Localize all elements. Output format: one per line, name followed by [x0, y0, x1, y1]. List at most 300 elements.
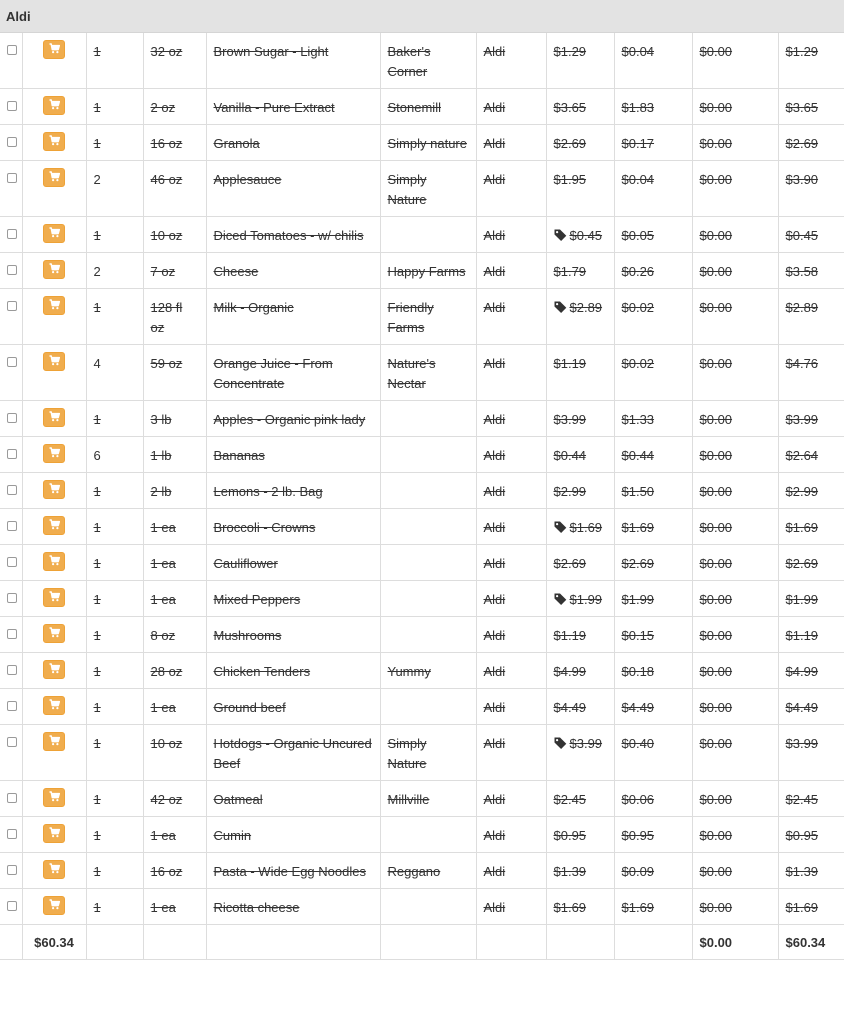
unit-price: $0.02	[614, 345, 692, 401]
checkbox-cell	[0, 853, 22, 889]
checkbox-cell	[0, 817, 22, 853]
price: $1.99	[569, 592, 603, 607]
line-total: $4.76	[778, 345, 844, 401]
sale-tag-icon	[554, 521, 567, 533]
item-checkbox[interactable]	[7, 521, 17, 531]
item-checkbox[interactable]	[7, 701, 17, 711]
item-checkbox[interactable]	[7, 793, 17, 803]
coupon: $0.00	[692, 853, 778, 889]
item-checkbox[interactable]	[7, 665, 17, 675]
size: 3 lb	[143, 401, 206, 437]
item-checkbox[interactable]	[7, 101, 17, 111]
coupon: $0.00	[692, 581, 778, 617]
unit-price: $1.50	[614, 473, 692, 509]
unit-price: $0.04	[614, 161, 692, 217]
quantity: 1	[86, 125, 143, 161]
shopping-cart-icon	[49, 99, 60, 110]
price-cell	[546, 217, 614, 253]
shopping-list-table	[0, 33, 844, 960]
price: $2.69	[553, 136, 587, 151]
table-row[interactable]	[0, 581, 844, 617]
table-row[interactable]	[0, 437, 844, 473]
quantity: 2	[86, 253, 143, 289]
table-row[interactable]	[0, 545, 844, 581]
checkbox-cell	[0, 653, 22, 689]
unit-price: $2.69	[614, 545, 692, 581]
size: 16 oz	[143, 125, 206, 161]
store: Aldi	[476, 217, 546, 253]
line-total: $4.49	[778, 689, 844, 725]
item-checkbox[interactable]	[7, 629, 17, 639]
store: Aldi	[476, 853, 546, 889]
price-cell	[546, 401, 614, 437]
item-name: Broccoli - Crowns	[206, 509, 380, 545]
quantity: 1	[86, 853, 143, 889]
unit-price: $0.26	[614, 253, 692, 289]
line-total: $4.99	[778, 653, 844, 689]
store: Aldi	[476, 545, 546, 581]
coupon: $0.00	[692, 889, 778, 925]
shopping-cart-icon	[49, 863, 60, 874]
add-to-cart-button[interactable]	[43, 96, 65, 115]
size: 1 ea	[143, 689, 206, 725]
coupon: $0.00	[692, 125, 778, 161]
brand: Millville	[380, 781, 476, 817]
line-total: $3.65	[778, 89, 844, 125]
price: $1.69	[569, 520, 603, 535]
brand	[380, 217, 476, 253]
shopping-cart-icon	[49, 135, 60, 146]
item-name: Mixed Peppers	[206, 581, 380, 617]
item-checkbox[interactable]	[7, 865, 17, 875]
size: 2 oz	[143, 89, 206, 125]
item-name: Milk - Organic	[206, 289, 380, 345]
sale-tag-icon	[554, 737, 567, 749]
add-to-cart-button[interactable]	[43, 896, 65, 915]
size: 42 oz	[143, 781, 206, 817]
brand: Stonemill	[380, 89, 476, 125]
unit-price: $0.17	[614, 125, 692, 161]
size: 1 ea	[143, 545, 206, 581]
item-name: Bananas	[206, 437, 380, 473]
line-total: $1.19	[778, 617, 844, 653]
brand	[380, 689, 476, 725]
price: $1.19	[553, 356, 587, 371]
sale-tag-icon	[554, 301, 567, 313]
unit-price: $1.69	[614, 509, 692, 545]
price: $1.69	[553, 900, 587, 915]
coupon: $0.00	[692, 725, 778, 781]
line-total: $0.45	[778, 217, 844, 253]
shopping-cart-icon	[49, 411, 60, 422]
add-to-cart-button[interactable]	[43, 444, 65, 463]
table-row[interactable]	[0, 217, 844, 253]
quantity: 1	[86, 217, 143, 253]
store: Aldi	[476, 437, 546, 473]
checkbox-cell	[0, 401, 22, 437]
quantity: 1	[86, 289, 143, 345]
size: 28 oz	[143, 653, 206, 689]
item-name: Mushrooms	[206, 617, 380, 653]
table-row[interactable]	[0, 401, 844, 437]
price: $2.45	[553, 792, 587, 807]
item-name: Lemons - 2 lb. Bag	[206, 473, 380, 509]
table-row[interactable]	[0, 253, 844, 289]
add-to-cart-button[interactable]	[43, 352, 65, 371]
cart-cell	[22, 217, 86, 253]
cart-cell	[22, 125, 86, 161]
shopping-cart-icon	[49, 735, 60, 746]
checkbox-cell	[0, 545, 22, 581]
price-cell	[546, 125, 614, 161]
price-cell	[546, 33, 614, 89]
price-cell	[546, 509, 614, 545]
brand: Simply Nature	[380, 725, 476, 781]
size: 1 ea	[143, 581, 206, 617]
quantity: 1	[86, 689, 143, 725]
cart-cell	[22, 817, 86, 853]
line-total: $3.99	[778, 725, 844, 781]
line-total: $2.89	[778, 289, 844, 345]
coupon: $0.00	[692, 781, 778, 817]
quantity: 6	[86, 437, 143, 473]
item-checkbox[interactable]	[7, 357, 17, 367]
coupon: $0.00	[692, 509, 778, 545]
cart-cell	[22, 581, 86, 617]
size: 1 ea	[143, 817, 206, 853]
coupon: $0.00	[692, 689, 778, 725]
item-checkbox[interactable]	[7, 265, 17, 275]
unit-price: $0.18	[614, 653, 692, 689]
coupon: $0.00	[692, 817, 778, 853]
sale-tag-icon	[554, 229, 567, 241]
cart-cell	[22, 781, 86, 817]
cart-cell	[22, 161, 86, 217]
item-name: Ricotta cheese	[206, 889, 380, 925]
table-row[interactable]	[0, 125, 844, 161]
coupon: $0.00	[692, 473, 778, 509]
table-row[interactable]	[0, 653, 844, 689]
price-cell	[546, 581, 614, 617]
item-checkbox[interactable]	[7, 557, 17, 567]
item-checkbox[interactable]	[7, 901, 17, 911]
price-cell	[546, 781, 614, 817]
add-to-cart-button[interactable]	[43, 260, 65, 279]
store: Aldi	[476, 161, 546, 217]
brand: Simply Nature	[380, 161, 476, 217]
brand	[380, 473, 476, 509]
add-to-cart-button[interactable]	[43, 40, 65, 59]
quantity: 1	[86, 581, 143, 617]
coupon: $0.00	[692, 217, 778, 253]
add-to-cart-button[interactable]	[43, 788, 65, 807]
brand: Baker's Corner	[380, 33, 476, 89]
shopping-cart-icon	[49, 827, 60, 838]
add-to-cart-button[interactable]	[43, 732, 65, 751]
price: $2.69	[553, 556, 587, 571]
price: $1.29	[553, 44, 587, 59]
table-row[interactable]	[0, 781, 844, 817]
table-row[interactable]	[0, 33, 844, 89]
quantity: 1	[86, 545, 143, 581]
cart-cell	[22, 653, 86, 689]
item-checkbox[interactable]	[7, 301, 17, 311]
shopping-cart-icon	[49, 591, 60, 602]
shopping-cart-icon	[49, 899, 60, 910]
coupon: $0.00	[692, 437, 778, 473]
store: Aldi	[476, 125, 546, 161]
table-row[interactable]	[0, 817, 844, 853]
size: 10 oz	[143, 725, 206, 781]
coupon: $0.00	[692, 545, 778, 581]
quantity: 4	[86, 345, 143, 401]
price-cell	[546, 653, 614, 689]
checkbox-cell	[0, 781, 22, 817]
item-checkbox[interactable]	[7, 229, 17, 239]
price: $0.45	[569, 228, 603, 243]
store: Aldi	[476, 473, 546, 509]
shopping-cart-icon	[49, 699, 60, 710]
shopping-cart-icon	[49, 171, 60, 182]
coupon: $0.00	[692, 345, 778, 401]
size: 1 lb	[143, 437, 206, 473]
brand	[380, 617, 476, 653]
unit-price: $0.02	[614, 289, 692, 345]
store-name: Aldi	[6, 9, 31, 24]
checkbox-cell	[0, 889, 22, 925]
add-to-cart-button[interactable]	[43, 860, 65, 879]
subtotal: $60.34	[22, 925, 86, 960]
add-to-cart-button[interactable]	[43, 224, 65, 243]
brand: Simply nature	[380, 125, 476, 161]
item-name: Orange Juice - From Concentrate	[206, 345, 380, 401]
brand: Happy Farms	[380, 253, 476, 289]
store: Aldi	[476, 509, 546, 545]
item-checkbox[interactable]	[7, 593, 17, 603]
sale-tag-icon	[554, 593, 567, 605]
price: $3.99	[569, 736, 603, 751]
price: $1.95	[553, 172, 587, 187]
brand: Yummy	[380, 653, 476, 689]
coupon-total: $0.00	[692, 925, 778, 960]
price-cell	[546, 345, 614, 401]
shopping-cart-icon	[49, 791, 60, 802]
price-cell	[546, 437, 614, 473]
store: Aldi	[476, 33, 546, 89]
item-checkbox[interactable]	[7, 485, 17, 495]
item-name: Applesauce	[206, 161, 380, 217]
totals-row	[0, 925, 844, 960]
checkbox-cell	[0, 125, 22, 161]
line-total: $1.69	[778, 889, 844, 925]
checkbox-cell	[0, 345, 22, 401]
price-cell	[546, 473, 614, 509]
table-row[interactable]	[0, 345, 844, 401]
price-cell	[546, 689, 614, 725]
cart-cell	[22, 545, 86, 581]
cart-cell	[22, 689, 86, 725]
table-row[interactable]	[0, 617, 844, 653]
shopping-cart-icon	[49, 43, 60, 54]
item-checkbox[interactable]	[7, 413, 17, 423]
brand: Friendly Farms	[380, 289, 476, 345]
size: 59 oz	[143, 345, 206, 401]
table-row[interactable]	[0, 889, 844, 925]
table-row[interactable]	[0, 289, 844, 345]
item-checkbox[interactable]	[7, 449, 17, 459]
store: Aldi	[476, 401, 546, 437]
add-to-cart-button[interactable]	[43, 296, 65, 315]
line-total: $1.69	[778, 509, 844, 545]
table-row[interactable]	[0, 161, 844, 217]
add-to-cart-button[interactable]	[43, 660, 65, 679]
table-row[interactable]	[0, 473, 844, 509]
checkbox-cell	[0, 161, 22, 217]
add-to-cart-button[interactable]	[43, 696, 65, 715]
shopping-cart-icon	[49, 447, 60, 458]
store: Aldi	[476, 253, 546, 289]
line-total: $2.99	[778, 473, 844, 509]
line-total: $2.64	[778, 437, 844, 473]
unit-price: $0.15	[614, 617, 692, 653]
checkbox-cell	[0, 509, 22, 545]
price: $2.89	[569, 300, 603, 315]
store-header	[0, 0, 844, 33]
unit-price: $1.33	[614, 401, 692, 437]
line-total: $1.29	[778, 33, 844, 89]
size: 7 oz	[143, 253, 206, 289]
add-to-cart-button[interactable]	[43, 516, 65, 535]
size: 128 fl oz	[143, 289, 206, 345]
line-total: $2.45	[778, 781, 844, 817]
shopping-cart-icon	[49, 555, 60, 566]
table-row[interactable]	[0, 853, 844, 889]
price: $1.79	[553, 264, 587, 279]
checkbox-cell	[0, 253, 22, 289]
price: $1.19	[553, 628, 587, 643]
price: $1.39	[553, 864, 587, 879]
shopping-cart-icon	[49, 663, 60, 674]
price: $4.49	[553, 700, 587, 715]
brand	[380, 817, 476, 853]
unit-price: $0.05	[614, 217, 692, 253]
size: 8 oz	[143, 617, 206, 653]
item-name: Chicken Tenders	[206, 653, 380, 689]
brand	[380, 437, 476, 473]
item-name: Apples - Organic pink lady	[206, 401, 380, 437]
shopping-cart-icon	[49, 227, 60, 238]
price-cell	[546, 253, 614, 289]
checkbox-cell	[0, 581, 22, 617]
coupon: $0.00	[692, 653, 778, 689]
price-cell	[546, 725, 614, 781]
shopping-cart-icon	[49, 483, 60, 494]
add-to-cart-button[interactable]	[43, 552, 65, 571]
add-to-cart-button[interactable]	[43, 132, 65, 151]
item-checkbox[interactable]	[7, 173, 17, 183]
shopping-cart-icon	[49, 355, 60, 366]
quantity: 1	[86, 509, 143, 545]
table-row[interactable]	[0, 689, 844, 725]
store: Aldi	[476, 289, 546, 345]
table-row[interactable]	[0, 725, 844, 781]
item-checkbox[interactable]	[7, 137, 17, 147]
checkbox-cell	[0, 689, 22, 725]
cart-cell	[22, 289, 86, 345]
store: Aldi	[476, 725, 546, 781]
price: $3.65	[553, 100, 587, 115]
price-cell	[546, 889, 614, 925]
cart-cell	[22, 33, 86, 89]
quantity: 1	[86, 401, 143, 437]
line-total: $2.69	[778, 545, 844, 581]
line-total: $0.95	[778, 817, 844, 853]
cart-cell	[22, 889, 86, 925]
store: Aldi	[476, 617, 546, 653]
add-to-cart-button[interactable]	[43, 168, 65, 187]
quantity: 1	[86, 653, 143, 689]
table-row[interactable]	[0, 509, 844, 545]
size: 1 ea	[143, 889, 206, 925]
size: 2 lb	[143, 473, 206, 509]
grand-total: $60.34	[778, 925, 844, 960]
coupon: $0.00	[692, 617, 778, 653]
add-to-cart-button[interactable]	[43, 624, 65, 643]
line-total: $1.39	[778, 853, 844, 889]
price-cell	[546, 161, 614, 217]
checkbox-cell	[0, 217, 22, 253]
unit-price: $0.44	[614, 437, 692, 473]
line-total: $2.69	[778, 125, 844, 161]
add-to-cart-button[interactable]	[43, 408, 65, 427]
item-checkbox[interactable]	[7, 45, 17, 55]
coupon: $0.00	[692, 401, 778, 437]
add-to-cart-button[interactable]	[43, 824, 65, 843]
store: Aldi	[476, 889, 546, 925]
brand: Nature's Nectar	[380, 345, 476, 401]
coupon: $0.00	[692, 33, 778, 89]
item-checkbox[interactable]	[7, 829, 17, 839]
size: 1 ea	[143, 509, 206, 545]
add-to-cart-button[interactable]	[43, 480, 65, 499]
item-name: Ground beef	[206, 689, 380, 725]
price: $0.44	[553, 448, 587, 463]
line-total: $1.99	[778, 581, 844, 617]
add-to-cart-button[interactable]	[43, 588, 65, 607]
shopping-cart-icon	[49, 263, 60, 274]
size: 16 oz	[143, 853, 206, 889]
unit-price: $0.40	[614, 725, 692, 781]
coupon: $0.00	[692, 253, 778, 289]
price: $3.99	[553, 412, 587, 427]
line-total: $3.99	[778, 401, 844, 437]
size: 46 oz	[143, 161, 206, 217]
checkbox-cell	[0, 289, 22, 345]
store: Aldi	[476, 581, 546, 617]
store: Aldi	[476, 345, 546, 401]
item-name: Brown Sugar - Light	[206, 33, 380, 89]
item-name: Granola	[206, 125, 380, 161]
item-name: Cumin	[206, 817, 380, 853]
item-name: Cheese	[206, 253, 380, 289]
unit-price: $0.09	[614, 853, 692, 889]
checkbox-cell	[0, 89, 22, 125]
table-row[interactable]	[0, 89, 844, 125]
item-checkbox[interactable]	[7, 737, 17, 747]
quantity: 1	[86, 725, 143, 781]
unit-price: $0.04	[614, 33, 692, 89]
store: Aldi	[476, 781, 546, 817]
